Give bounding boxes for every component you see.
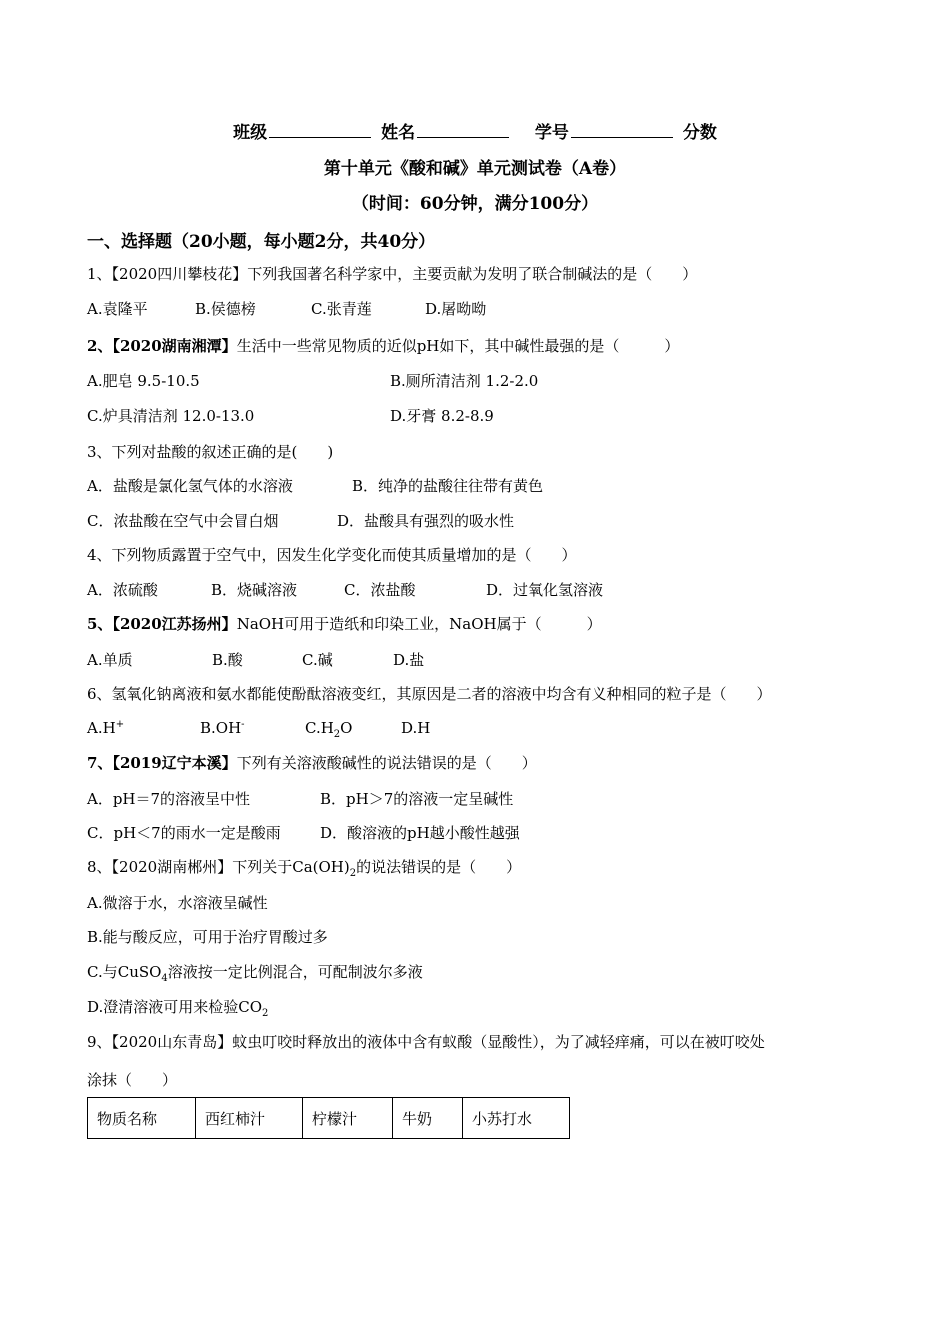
q5-number: 5、 [87,615,113,633]
class-blank[interactable] [269,122,371,138]
q7-option-c[interactable]: C．pH＜7的雨水一定是酸雨 [87,824,281,842]
question-8: 8、【2020湖南郴州】下列关于$Ca(OH)_2$的说法错误的是（ ） [87,858,522,879]
q2-text: 生活中一些常见物质的近似pH如下，其中碱性最强的是（ ） [236,337,680,355]
question-9 [87,1031,765,1052]
q4-option-a[interactable]: A．浓硫酸 [87,581,158,599]
score-label: 分数 [682,123,717,143]
q5-option-a[interactable]: A.单质 [87,651,133,669]
q5-text: NaOH可用于造纸和印染工业，NaOH属于（ ） [236,615,602,633]
student-info-line [0,118,950,143]
q2-source: 【2020湖南湘潭】 [112,337,237,355]
question-3: 3、下列对盐酸的叙述正确的是( ) [87,443,334,461]
name-blank[interactable] [417,122,509,138]
q1-option-c[interactable]: C.张青莲 [311,300,372,318]
class-label: 班级 [233,123,268,143]
q6-option-d[interactable]: D.H [401,719,431,737]
q8-option-d[interactable]: D.澄清溶液可用来检验$CO_2$ [87,998,269,1019]
q6-option-a[interactable]: A.H+ [87,719,125,737]
table-cell: 西红柿汁 [196,1098,303,1139]
q4-option-b[interactable]: B．烧碱溶液 [211,581,298,599]
substance-table [87,1097,570,1139]
q1-option-d[interactable]: D.屠呦呦 [425,300,487,318]
q8-option-b[interactable]: B.能与酸反应，可用于治疗胃酸过多 [87,928,328,946]
q2-number: 2、 [87,337,113,355]
q2-option-a[interactable]: A.肥皂 9.5-10.5 [87,372,200,390]
page-title: 第十单元《酸和碱》单元测试卷（A卷） [323,159,627,179]
question-9-continued: 涂抹（ ） [87,1071,178,1089]
q7-number: 7、 [87,754,113,772]
q9-text: 蚊虫叮咬时释放出的液体中含有蚁酸（显酸性），为了减轻痒痛，可以在被叮咬处 [232,1033,765,1051]
question-6: 6、氢氧化钠离液和氨水都能使酚酞溶液变红，其原因是二者的溶液中均含有义种相同的粒子是（ ） [87,685,772,703]
q7-option-d[interactable]: D．酸溶液的pH越小酸性越强 [320,824,520,842]
q7-text: 下列有关溶液酸碱性的说法错误的是（ ） [236,754,537,772]
q2-option-d[interactable]: D.牙膏 8.2-8.9 [390,407,494,425]
q4-option-d[interactable]: D．过氧化氢溶液 [486,581,604,599]
q3-option-d[interactable]: D．盐酸具有强烈的吸水性 [337,512,515,530]
table-cell: 小苏打水 [463,1098,570,1139]
q5-option-d[interactable]: D.盐 [393,651,425,669]
question-4: 4、下列物质露置于空气中，因发生化学变化而使其质量增加的是（ ） [87,546,577,564]
q3-option-b[interactable]: B．纯净的盐酸往往带有黄色 [352,477,544,495]
q8-number: 8、 [87,858,112,876]
q5-option-b[interactable]: B.酸 [212,651,243,669]
q7-option-a[interactable]: A．pH＝7的溶液呈中性 [87,790,251,808]
q7-option-b[interactable]: B．pH＞7的溶液一定呈碱性 [320,790,514,808]
question-7 [87,752,537,773]
q1-option-b[interactable]: B.侯德榜 [195,300,256,318]
q8-source: 【2020湖南郴州】 [111,858,233,876]
q8-option-a[interactable]: A.微溶于水，水溶液呈碱性 [87,894,268,912]
q8-option-c[interactable]: C.与CuSO$_4$溶液按一定比例混合，可配制波尔多液 [87,963,423,984]
q9-number: 9、 [87,1033,112,1051]
q1-number: 1、 [87,265,112,283]
id-blank[interactable] [571,122,673,138]
q4-option-c[interactable]: C．浓盐酸 [344,581,416,599]
table-cell: 物质名称 [88,1098,196,1139]
q6-option-c[interactable]: $C.H_2O$ [305,719,353,740]
q7-source: 【2019辽宁本溪】 [112,754,237,772]
q6-option-b[interactable]: B.OH- [200,719,245,737]
q1-text: 下列我国著名科学家中，主要贡献为发明了联合制碱法的是（ ） [247,265,698,283]
q2-option-c[interactable]: C.炉具清洁剂 12.0-13.0 [87,407,255,425]
q3-option-a[interactable]: A．盐酸是氯化氢气体的水溶液 [87,477,293,495]
question-5 [87,613,602,634]
table-row [88,1098,570,1139]
page-subtitle: （时间：60分钟，满分100分） [351,194,599,214]
q1-source: 【2020四川攀枝花】 [111,265,248,283]
q5-source: 【2020江苏扬州】 [112,615,237,633]
q2-option-b[interactable]: B.厕所清洁剂 1.2-2.0 [390,372,539,390]
q5-option-c[interactable]: C.碱 [302,651,333,669]
name-label: 姓名 [381,123,416,143]
section-title: 一、选择题（20小题，每小题2分，共40分） [87,232,436,252]
question-2 [87,335,679,356]
q3-option-c[interactable]: C．浓盐酸在空气中会冒白烟 [87,512,279,530]
question-1 [87,263,697,284]
q1-option-a[interactable]: A.袁隆平 [87,300,148,318]
table-cell: 柠檬汁 [303,1098,393,1139]
id-label: 学号 [534,123,569,143]
q9-source: 【2020山东青岛】 [111,1033,233,1051]
table-cell: 牛奶 [393,1098,463,1139]
